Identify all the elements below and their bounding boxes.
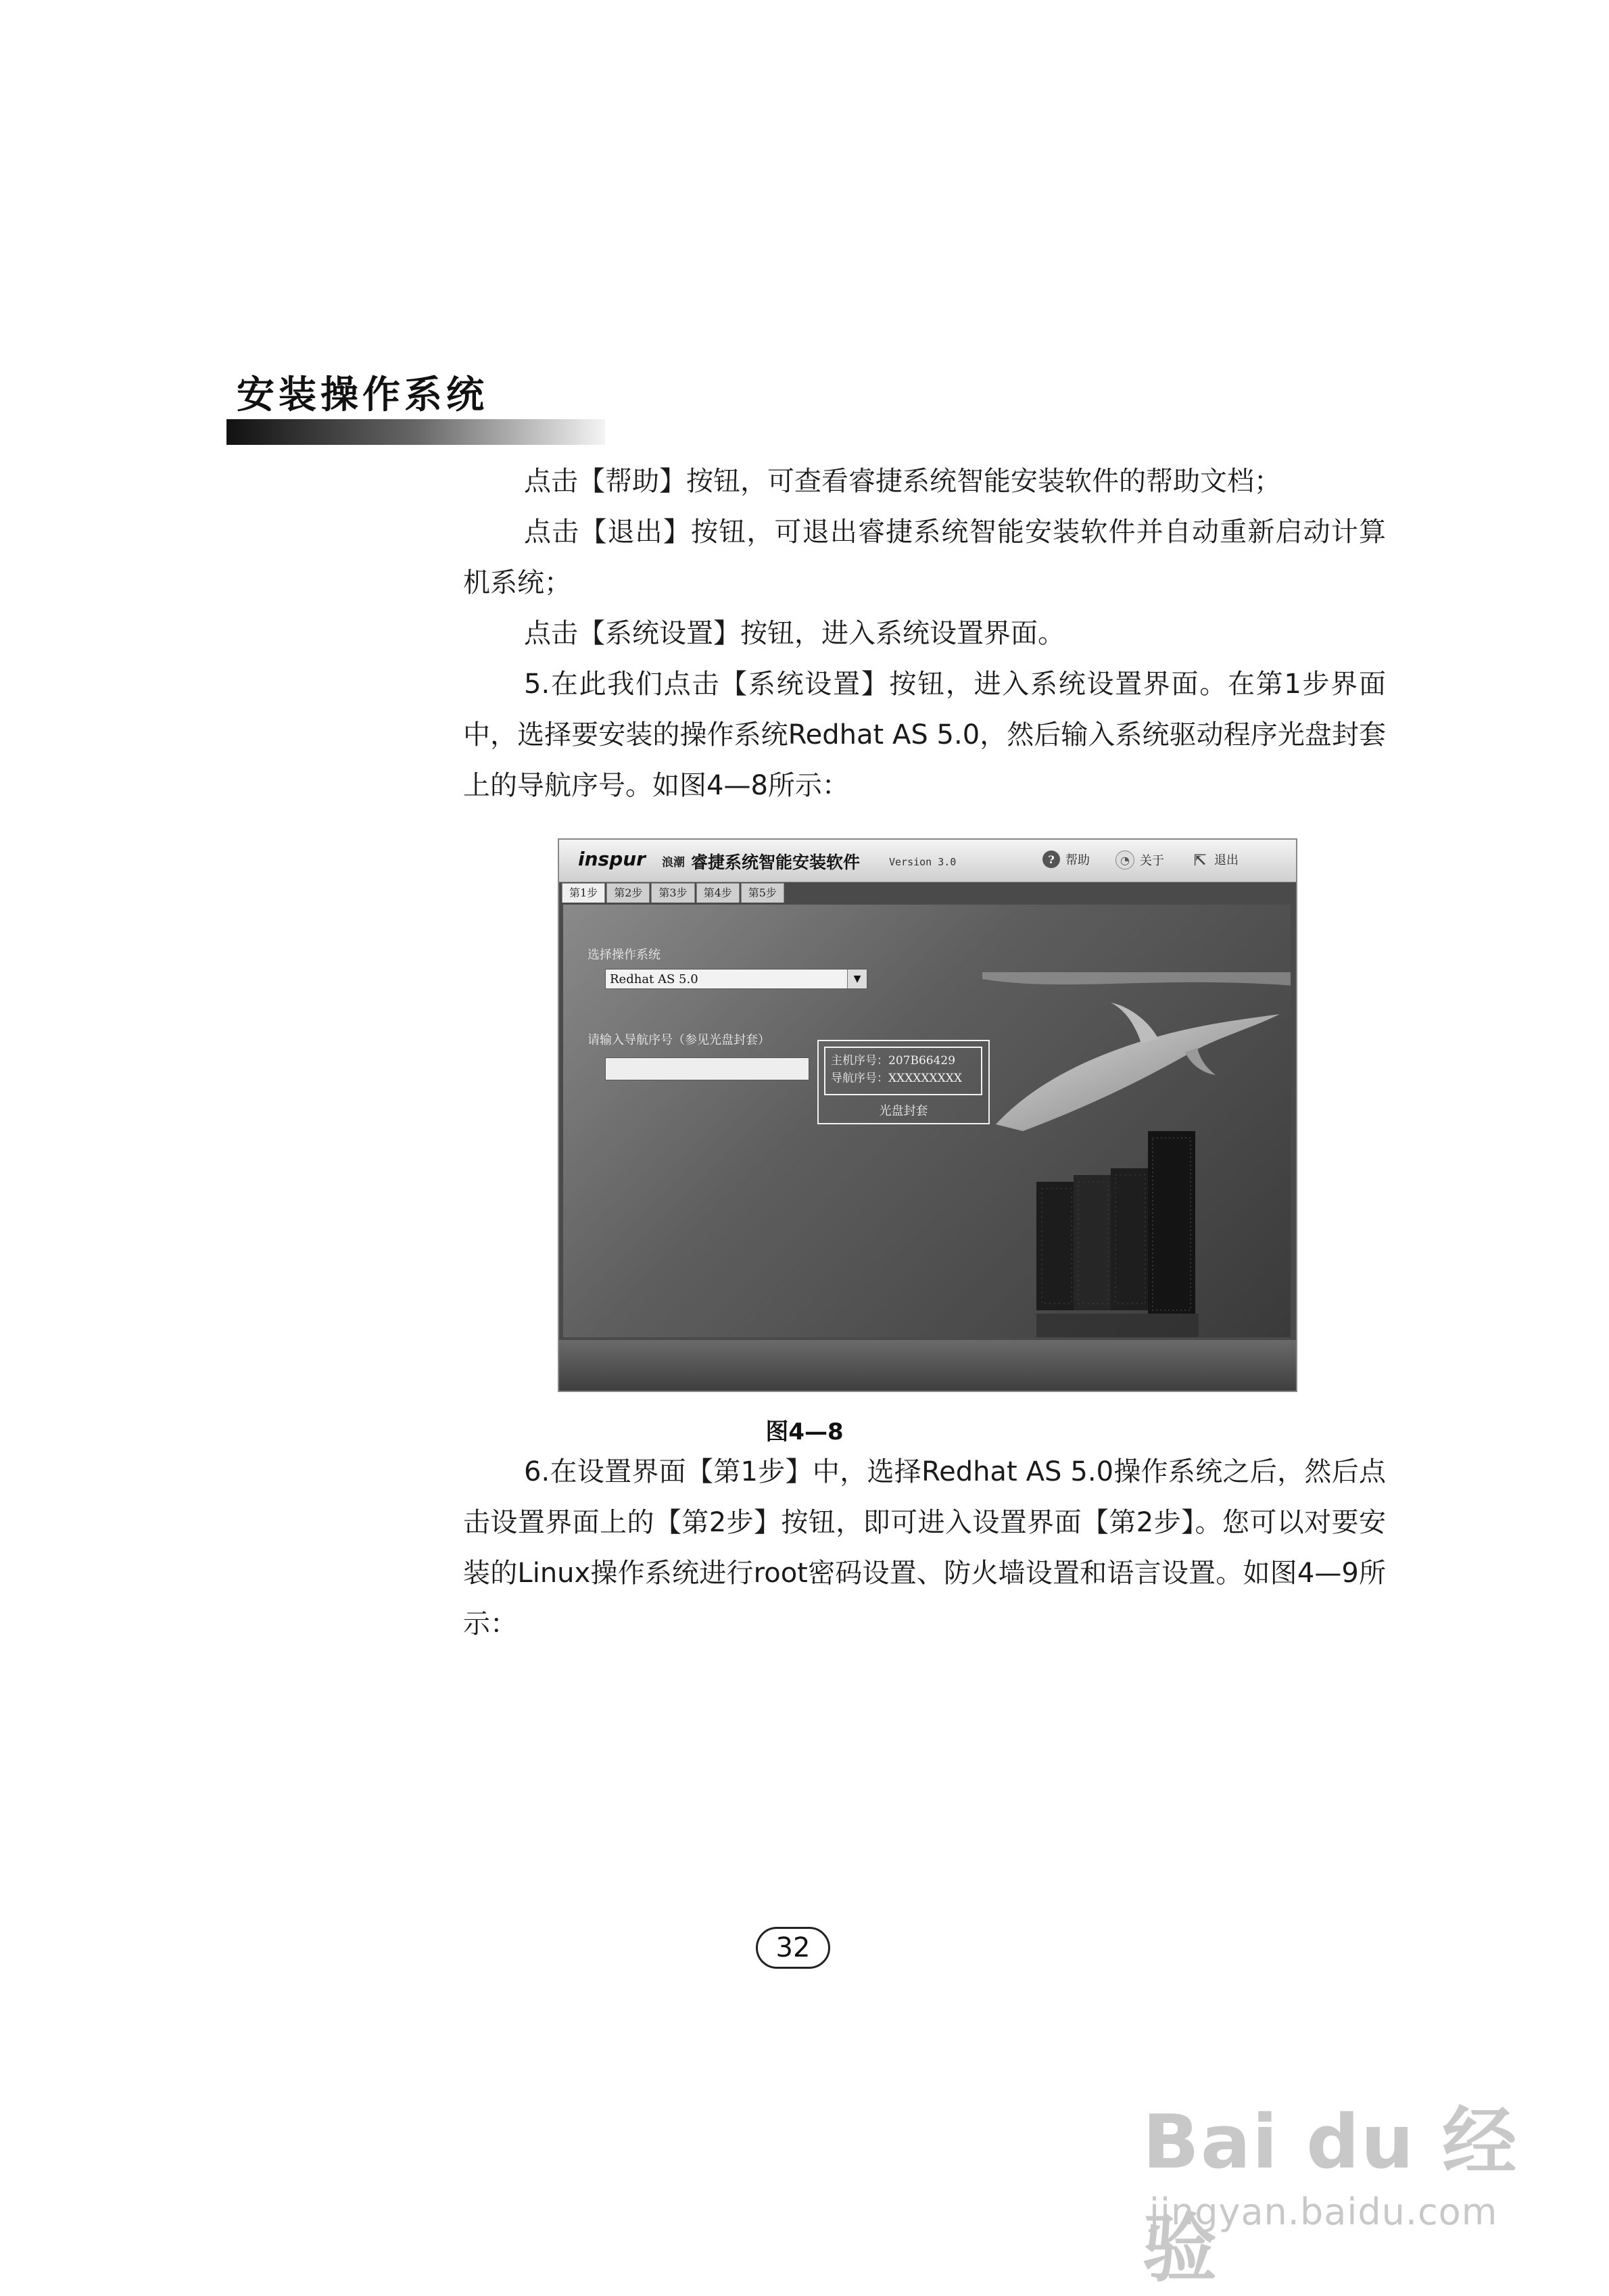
paragraph: 点击【系统设置】按钮，进入系统设置界面。	[524, 618, 1065, 649]
app-name: 睿捷系统智能安装软件	[691, 853, 861, 872]
paragraph: 5.在此我们点击【系统设置】按钮，进入系统设置界面。在第1步界面中，选择要安装的操作系统Redhat AS 5.0，然后输入系统驱动程序光盘封套上的导航序号。如图4—8所示：	[463, 669, 1386, 801]
body-text-top	[463, 456, 1386, 811]
inspur-logo: inspur	[578, 848, 646, 870]
installer-bottom-bar	[559, 1340, 1296, 1391]
help-label: 帮助	[1065, 853, 1090, 867]
installer-screenshot	[558, 838, 1297, 1392]
figure-caption: 图4—8	[765, 1418, 844, 1445]
cd-sleeve-serials	[824, 1047, 982, 1095]
os-select-value: Redhat AS 5.0	[610, 972, 698, 986]
nav-serial-text: 导航序号：XXXXXXXXX	[831, 1072, 962, 1085]
os-select[interactable]	[605, 969, 867, 989]
exit-button[interactable]	[1191, 851, 1239, 868]
exit-icon: ⇱	[1193, 849, 1207, 869]
dolphin-illustration	[982, 972, 1291, 1134]
cd-sleeve-caption: 光盘封套	[879, 1104, 928, 1118]
paragraph: 6.在设置界面【第1步】中，选择Redhat AS 5.0操作系统之后，然后点击设置界面上的【第2步】按钮，即可进入设置界面【第2步】。您可以对要安装的Linux操作系统进行root密码设置、防火墙设置和语言设置。如图4—9所示：	[463, 1456, 1386, 1640]
paragraph: 点击【帮助】按钮，可查看睿捷系统智能安装软件的帮助文档；	[524, 466, 1281, 497]
about-label: 关于	[1140, 854, 1164, 868]
os-select-label: 选择操作系统	[587, 948, 661, 962]
exit-label: 退出	[1214, 853, 1239, 867]
watermark-url: jingyan.baidu.com	[1149, 2191, 1498, 2233]
baidu-jingyan-watermark	[1143, 2055, 1521, 2292]
tab-step-2[interactable]: 第2步	[606, 883, 650, 903]
installer-titlebar	[559, 840, 1296, 882]
page-number: 32	[756, 1927, 830, 1969]
tab-step-3[interactable]: 第3步	[651, 883, 694, 903]
section-title: 安装操作系统	[237, 373, 488, 417]
about-icon: ◔	[1115, 851, 1134, 869]
tab-step-4[interactable]: 第4步	[696, 883, 740, 903]
app-version: Version 3.0	[889, 856, 957, 868]
watermark-logo: Bai du 经验	[1143, 2099, 1518, 2292]
paragraph: 点击【退出】按钮，可退出睿捷系统智能安装软件并自动重新启动计算机系统；	[463, 517, 1386, 598]
tab-step-1[interactable]: 第1步	[562, 883, 605, 903]
nav-serial-label: 请输入导航序号（参见光盘封套）	[587, 1033, 770, 1047]
nav-serial-input[interactable]	[605, 1057, 809, 1080]
help-icon: ?	[1042, 851, 1060, 868]
brand-name: 浪潮	[662, 856, 685, 869]
tab-step-5[interactable]: 第5步	[741, 883, 784, 903]
about-button[interactable]	[1115, 851, 1164, 869]
help-button[interactable]	[1042, 851, 1090, 868]
title-gradient-bar	[226, 419, 605, 445]
chevron-down-icon[interactable]: ▼	[847, 970, 867, 988]
step-1-panel	[563, 905, 1291, 1337]
step-tabs	[562, 883, 784, 903]
cd-sleeve-example	[817, 1040, 990, 1124]
host-serial-text: 主机序号：207B66429	[831, 1054, 956, 1068]
server-racks-illustration	[1036, 1128, 1239, 1337]
body-text-bottom	[463, 1447, 1386, 1650]
